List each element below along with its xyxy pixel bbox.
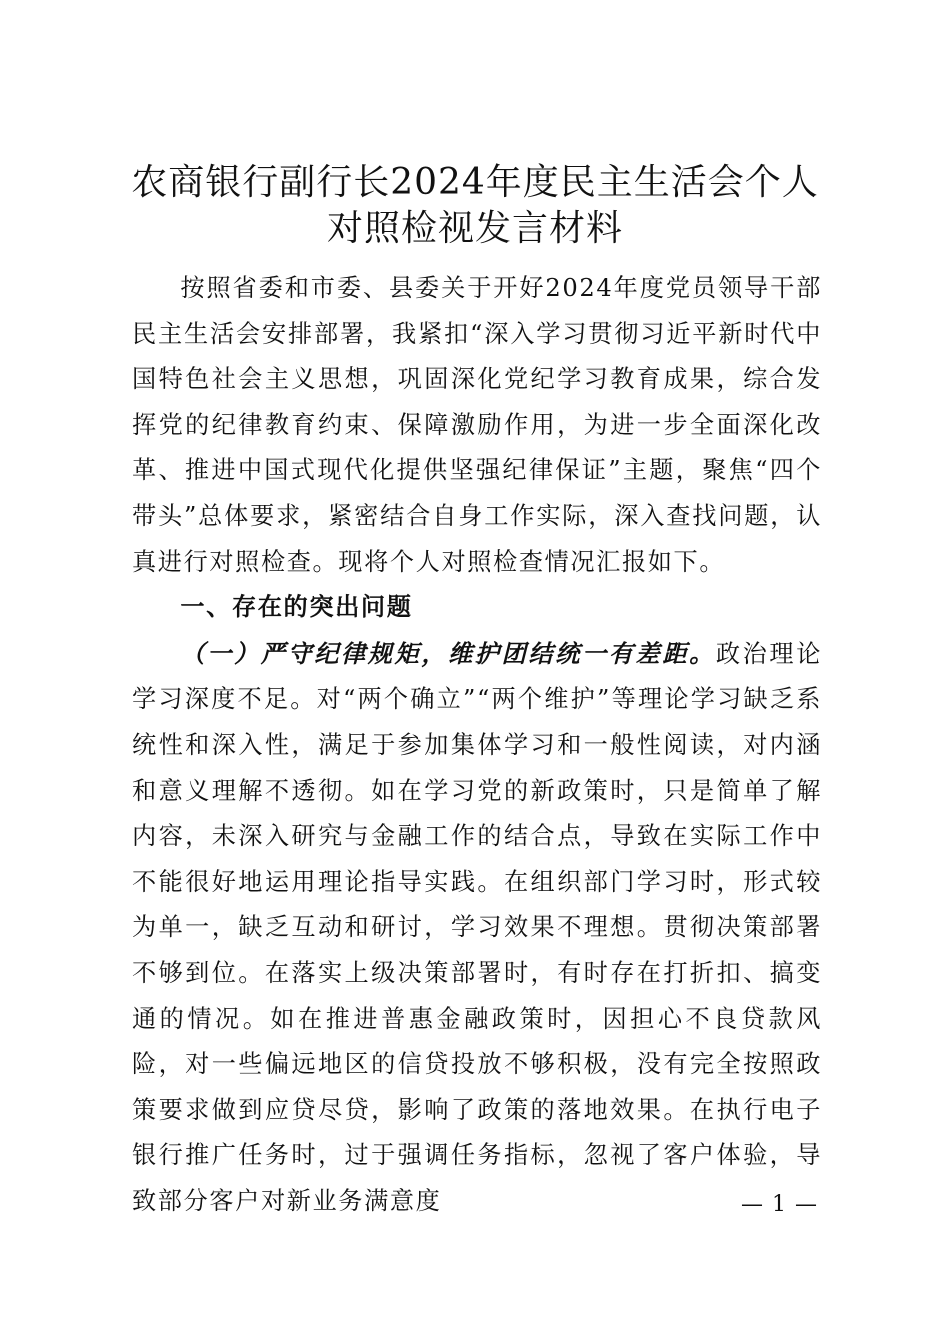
subsection-paragraph xyxy=(132,631,822,1225)
document-title: 农商银行副行长2024年度民主生活会个人对照检视发言材料 xyxy=(131,162,819,249)
intro-paragraph: 按照省委和市委、县委关于开好2024年度党员领导干部民主生活会安排部署，我紧扣“深入学习贯彻习近平新时代中国特色社会主义思想，巩固深化党纪学习教育成果，综合发挥党的纪律教育约束、保障激励作用，为进一步全面深化改革、推进中国式现代化提供坚强纪律保证”主题，聚焦“四个带头”总体要求，紧密结合自身工作实际，深入查找问题，认真进行对照检查。现将个人对照检查情况汇报如下。 xyxy=(132,274,822,576)
page-number: — 1 — xyxy=(741,1192,818,1217)
subsection-body: 政治理论学习深度不足。对“两个确立”“两个维护”等理论学习缺乏系统性和深入性，满足于参加集体学习和一般性阅读，对内涵和意义理解不透彻。如在学习党的新政策时，只是简单了解内容，未深入研究与金融工作的结合点，导致在实际工作中不能很好地运用理论指导实践。在组织部门学习时，形式较为单一，缺乏互动和研讨，学习效果不理想。贯彻决策部署不够到位。在落实上级决策部署时，有时存在打折扣、搞变通的情况。如在推进普惠金融政策时，因担心不良贷款风险，对一些偏远地区的信贷投放不够积极，没有完全按照政策要求做到应贷尽贷，影响了政策的落地效果。在执行电子银行推广任务时，过于强调任务指标，忽视了客户体验，导致部分客户对新业务满意度 xyxy=(132,639,822,1215)
section-heading: 一、存在的突出问题 xyxy=(180,593,413,622)
subsection-heading: （一）严守纪律规矩，维护团结统一有差距。 xyxy=(180,638,716,668)
document-body xyxy=(132,266,822,1224)
